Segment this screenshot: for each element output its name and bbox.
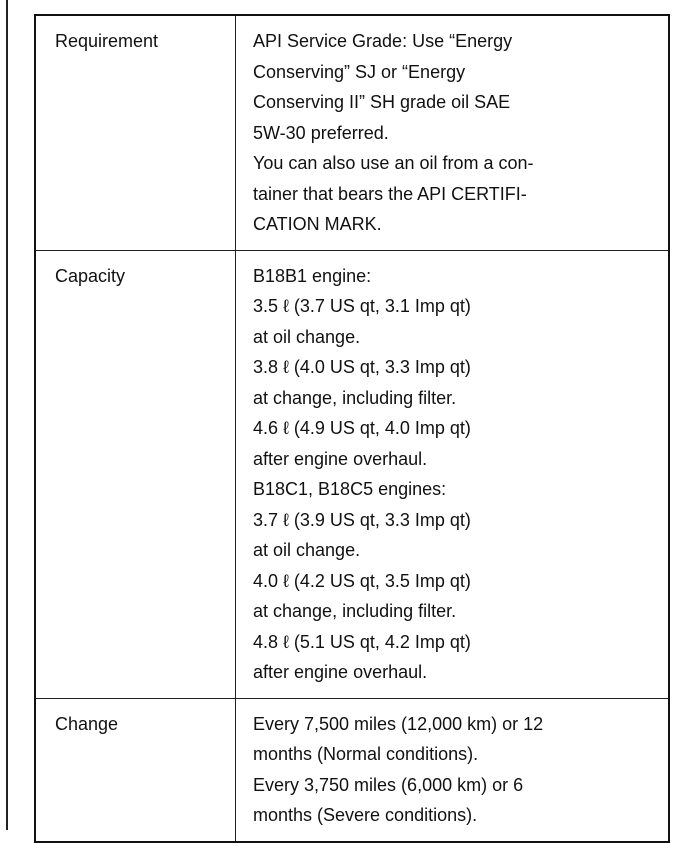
value-line: 3.8 ℓ (4.0 US qt, 3.3 Imp qt): [253, 357, 471, 377]
row-label: Capacity: [36, 251, 236, 698]
row-label: Requirement: [36, 16, 236, 250]
value-line: Every 3,750 miles (6,000 km) or 6: [253, 774, 524, 795]
value-line: at change, including filter.: [253, 601, 457, 621]
row-value: [236, 251, 668, 698]
row-value: [236, 16, 668, 250]
value-line: B18C1, B18C5 engines:: [253, 479, 447, 499]
table-row-requirement: [36, 16, 668, 250]
value-line: 4.8 ℓ (5.1 US qt, 4.2 Imp qt): [253, 631, 471, 652]
page-margin-rule: [6, 0, 8, 830]
value-line: Conserving II” SH grade oil SAE: [253, 92, 511, 112]
value-line: 3.7 ℓ (3.9 US qt, 3.3 Imp qt): [253, 509, 471, 530]
value-line: CATION MARK.: [253, 214, 382, 234]
value-line: months (Normal conditions).: [253, 744, 479, 764]
value-line: months (Severe conditions).: [253, 805, 478, 825]
value-line: tainer that bears the API CERTIFI-: [253, 183, 527, 204]
table-row-change: [36, 698, 668, 841]
value-line: after engine overhaul.: [253, 448, 428, 469]
value-line: at change, including filter.: [253, 387, 457, 408]
value-line: at oil change.: [253, 540, 361, 560]
value-line: after engine overhaul.: [253, 662, 428, 682]
row-value: [236, 699, 668, 841]
row-label: Change: [36, 699, 236, 841]
value-line: 3.5 ℓ (3.7 US qt, 3.1 Imp qt): [253, 296, 471, 316]
value-line: at oil change.: [253, 326, 361, 347]
value-line: You can also use an oil from a con-: [253, 153, 534, 173]
engine-oil-spec-table: [34, 14, 670, 843]
value-line: 5W-30 preferred.: [253, 122, 389, 143]
value-line: 4.0 ℓ (4.2 US qt, 3.5 Imp qt): [253, 570, 471, 591]
table-row-capacity: [36, 250, 668, 698]
value-line: Conserving” SJ or “Energy: [253, 61, 466, 82]
value-line: Every 7,500 miles (12,000 km) or 12: [253, 713, 544, 734]
value-line: 4.6 ℓ (4.9 US qt, 4.0 Imp qt): [253, 418, 471, 438]
value-line: API Service Grade: Use “Energy: [253, 31, 513, 51]
value-line: B18B1 engine:: [253, 265, 372, 286]
